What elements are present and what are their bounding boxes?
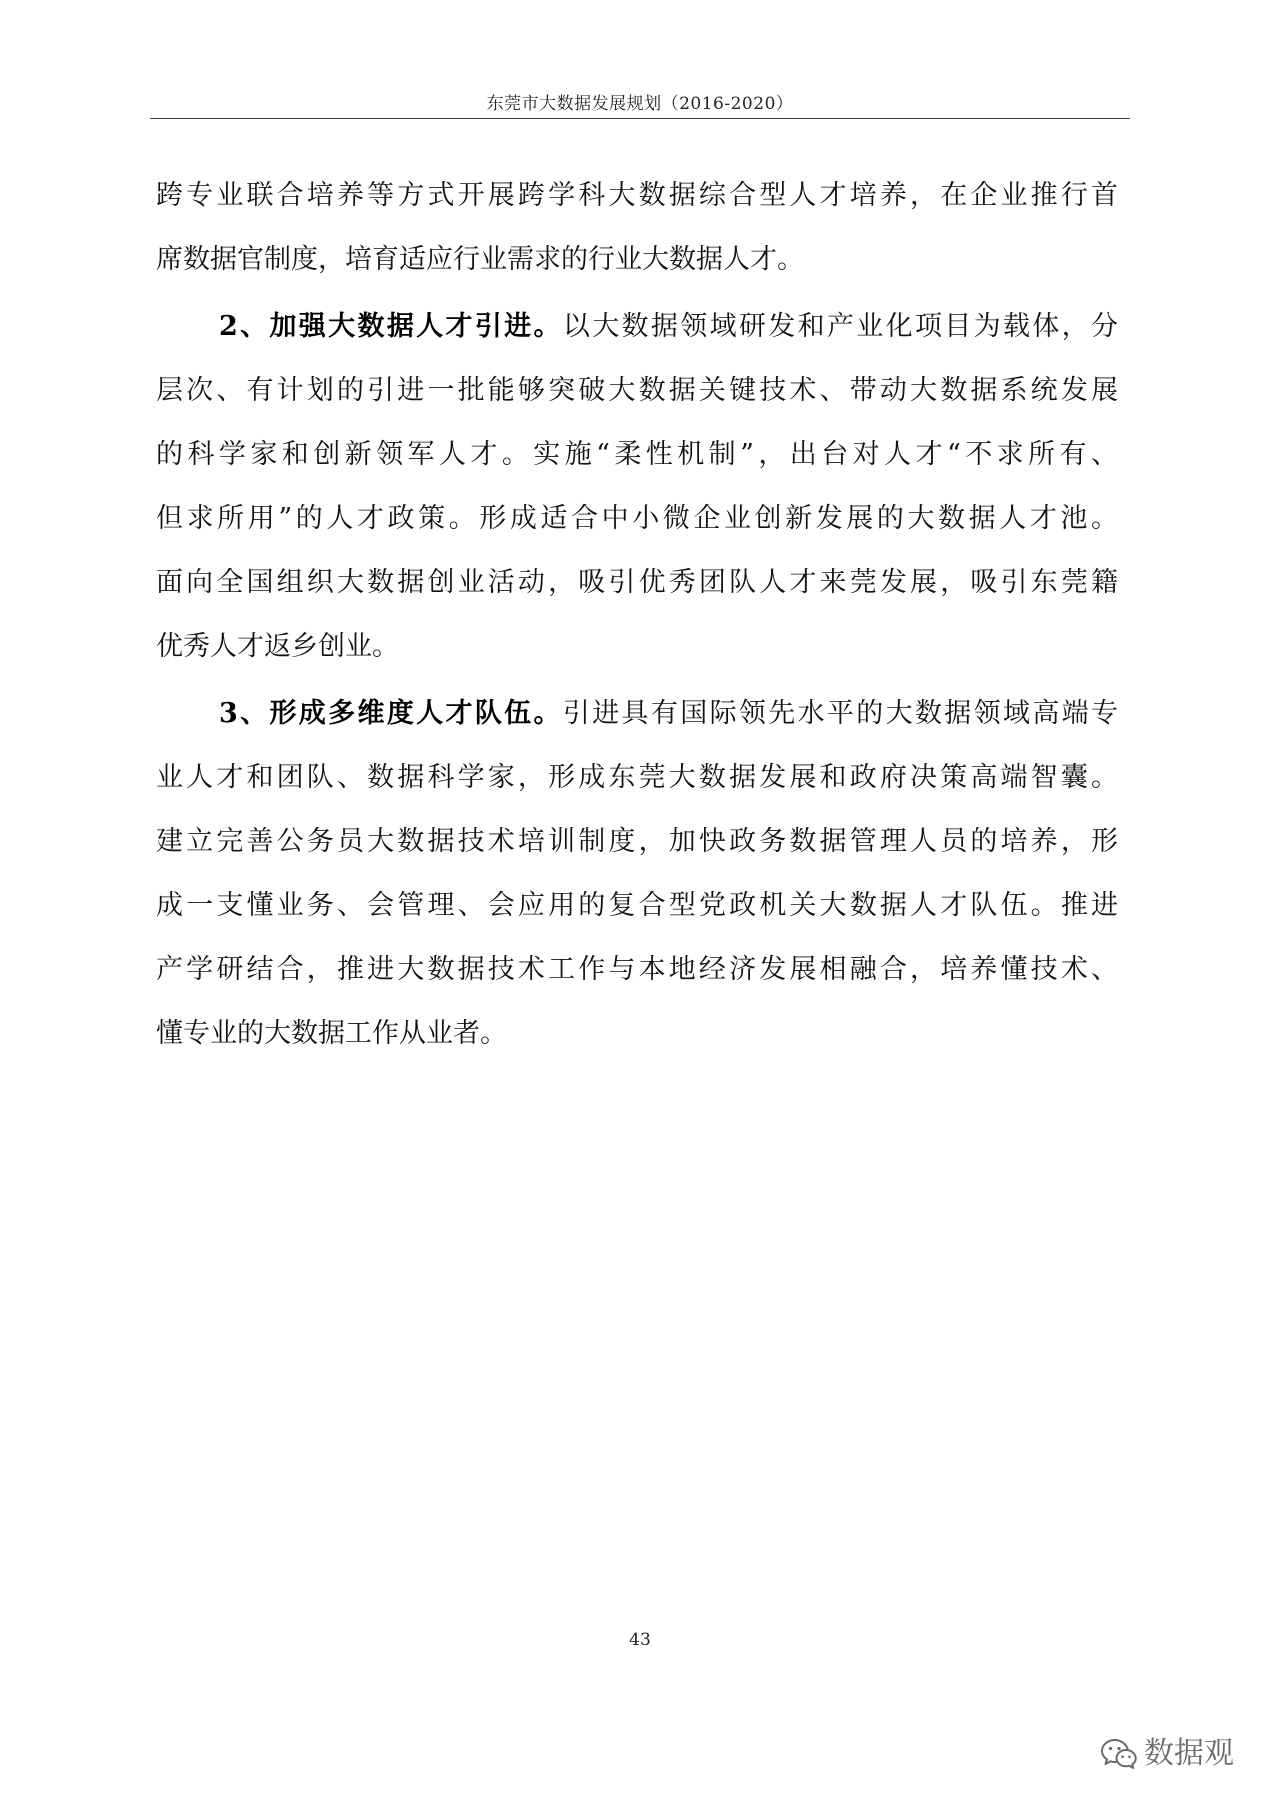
section-heading: 2、加强大数据人才引进。	[219, 311, 563, 342]
body-line: 懂专业的大数据工作从业者。	[156, 1018, 507, 1049]
body-line: 业人才和团队、数据科学家，形成东莞大数据发展和政府决策高端智囊。	[156, 762, 1118, 793]
wechat-icon	[1100, 1737, 1138, 1771]
body-line: 建立完善公务员大数据技术培训制度，加快政务数据管理人员的培养，形	[156, 826, 1118, 857]
paragraph-1	[156, 164, 1118, 292]
body-line: 成一支懂业务、会管理、会应用的复合型党政机关大数据人才队伍。推进	[156, 890, 1118, 921]
paragraph-3	[156, 682, 1118, 1066]
body-line: 但求所用”的人才政策。形成适合中小微企业创新发展的大数据人才池。	[156, 503, 1118, 534]
header-divider	[150, 118, 1130, 119]
body-line: 席数据官制度，培育适应行业需求的行业大数据人才。	[156, 244, 804, 275]
paragraph-2	[156, 295, 1118, 679]
body-line: 产学研结合，推进大数据技术工作与本地经济发展相融合，培养懂技术、	[156, 954, 1118, 985]
page-header-title: 东莞市大数据发展规划（2016-2020）	[486, 94, 794, 114]
watermark-text: 数据观	[1144, 1736, 1234, 1771]
body-line	[156, 295, 1118, 359]
body-line: 层次、有计划的引进一批能够突破大数据关键技术、带动大数据系统发展	[156, 375, 1118, 406]
body-line: 优秀人才返乡创业。	[156, 631, 399, 662]
body-line-text: 以大数据领域研发和产业化项目为载体，分	[562, 311, 1118, 342]
body-line: 面向全国组织大数据创业活动，吸引优秀团队人才来莞发展，吸引东莞籍	[156, 567, 1118, 598]
body-line: 跨专业联合培养等方式开展跨学科大数据综合型人才培养，在企业推行首	[156, 180, 1118, 211]
body-line	[156, 682, 1118, 746]
watermark	[1100, 1734, 1234, 1774]
page-number: 43	[629, 1630, 651, 1650]
body-line: 的科学家和创新领军人才。实施“柔性机制”，出台对人才“不求所有、	[156, 439, 1118, 470]
document-body	[156, 164, 1118, 1069]
section-heading: 3、形成多维度人才队伍。	[219, 698, 563, 729]
body-line-text: 引进具有国际领先水平的大数据领域高端专	[562, 698, 1118, 729]
